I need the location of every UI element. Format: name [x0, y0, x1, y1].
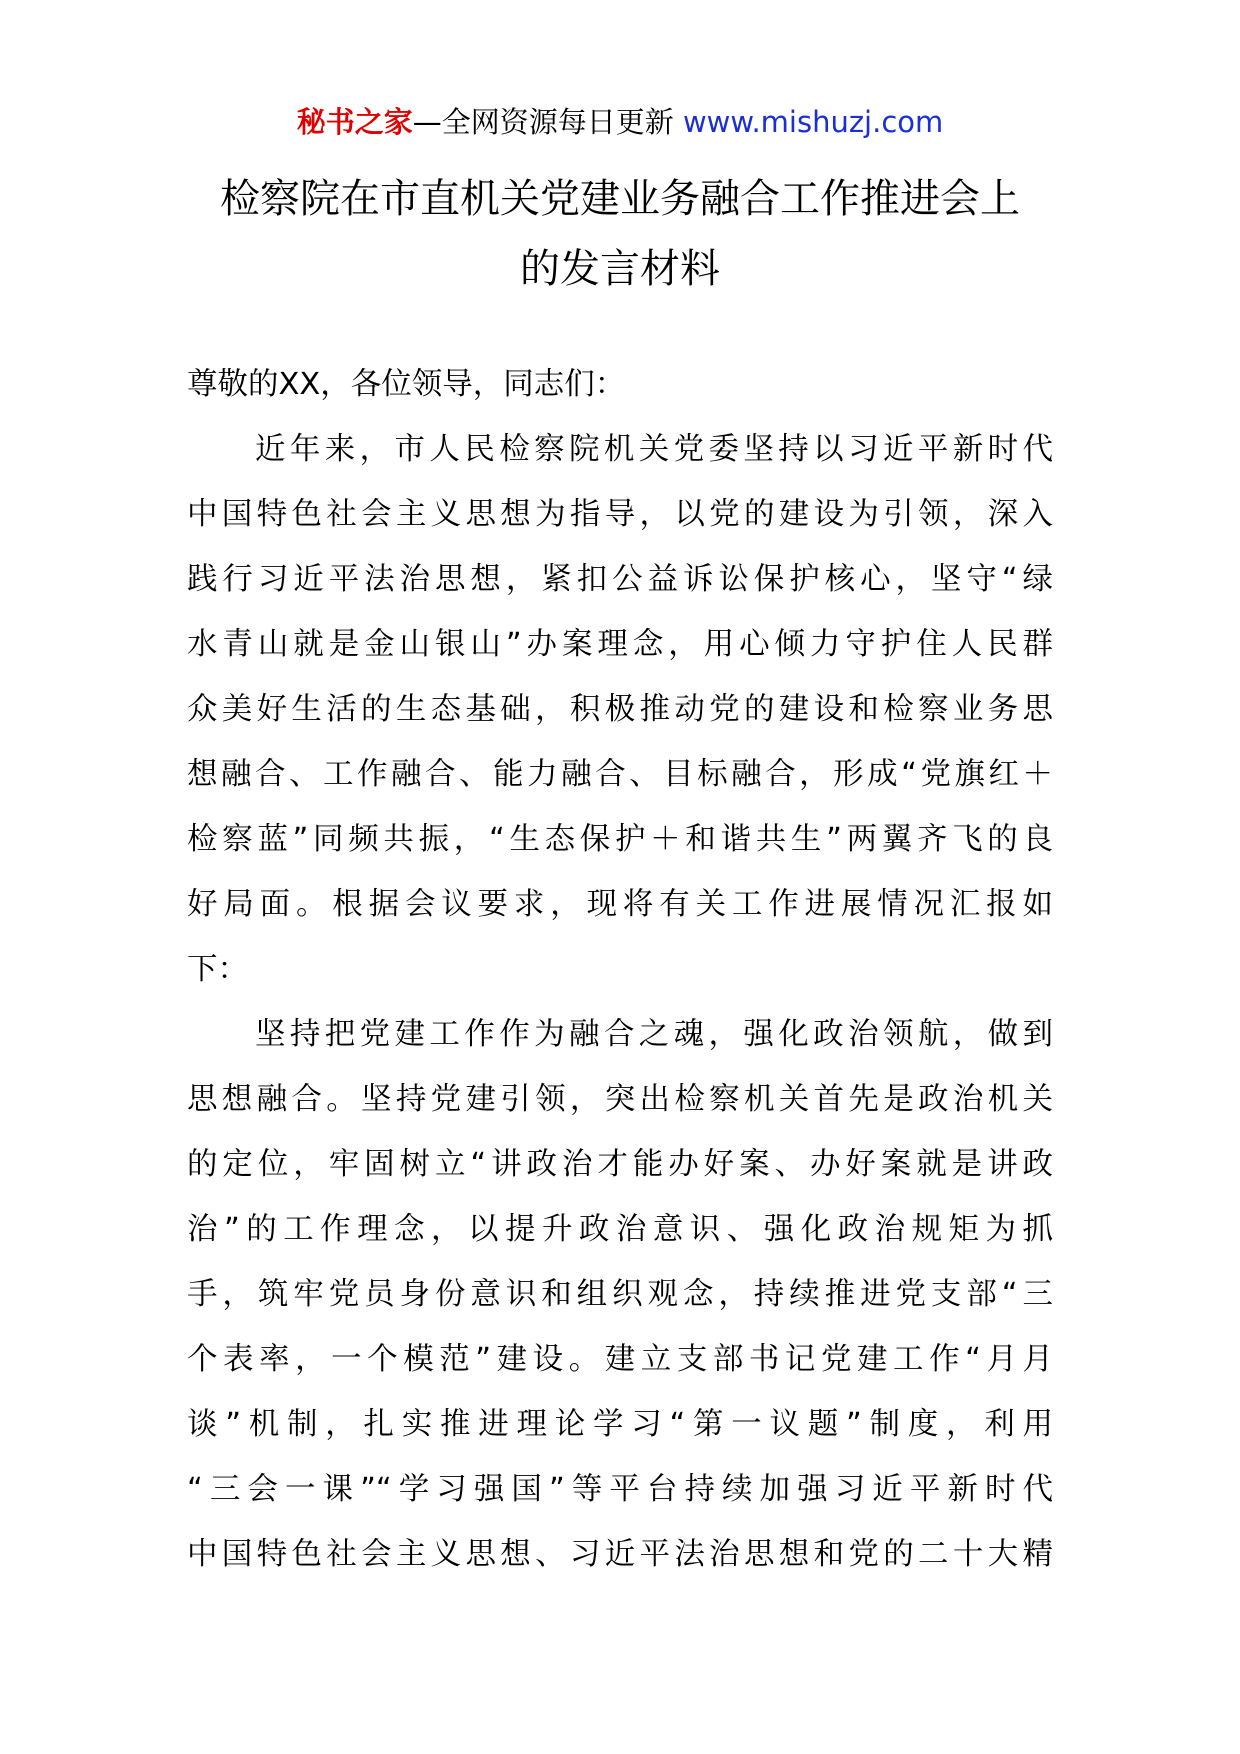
paragraph-1-line: 中国特色社会主义思想为指导，以党的建设为引领，深入 [187, 497, 1053, 532]
paragraph-2-line: 治”的工作理念，以提升政治意识、强化政治规矩为抓 [187, 1212, 1053, 1247]
paragraph-1-line: 众美好生活的生态基础，积极推动党的建设和检察业务思 [187, 692, 1053, 727]
paragraph-1-line: 下： [187, 952, 248, 987]
paragraph-2-line: 谈”机制，扎实推进理论学习“第一议题”制度，利用 [187, 1407, 1053, 1442]
site-name: 秘书之家 [296, 105, 413, 139]
paragraph-1-line: 践行习近平法治思想，紧扣公益诉讼保护核心，坚守“绿 [187, 562, 1053, 597]
paragraph-1-line: 想融合、工作融合、能力融合、目标融合，形成“党旗红＋ [187, 757, 1053, 792]
paragraph-2-line: 的定位，牢固树立“讲政治才能办好案、办好案就是讲政 [187, 1147, 1053, 1182]
document-title [150, 164, 1090, 304]
paragraph-1-line: 检察蓝”同频共振，“生态保护＋和谐共生”两翼齐飞的良 [187, 822, 1053, 857]
site-url-link[interactable]: www.mishuzj.com [682, 105, 944, 139]
paragraph-2-line: 手，筑牢党员身份意识和组织观念，持续推进党支部“三 [187, 1277, 1053, 1312]
paragraph-2-line: 坚持把党建工作作为融合之魂，强化政治领航，做到 [255, 1017, 1053, 1052]
paragraph-2-line: 中国特色社会主义思想、习近平法治思想和党的二十大精 [187, 1537, 1053, 1572]
paragraph-1-line: 水青山就是金山银山”办案理念，用心倾力守护住人民群 [187, 627, 1053, 662]
document-body [187, 352, 1053, 1587]
paragraph-2-line: 个表率，一个模范”建设。建立支部书记党建工作“月月 [187, 1342, 1053, 1377]
site-tagline: —全网资源每日更新 [412, 105, 674, 139]
paragraph-1-line: 近年来，市人民检察院机关党委坚持以习近平新时代 [255, 432, 1053, 467]
salutation: 尊敬的XX，各位领导，同志们： [187, 367, 626, 402]
site-banner [0, 100, 1240, 144]
paragraph-2-line: “三会一课”“学习强国”等平台持续加强习近平新时代 [187, 1472, 1053, 1507]
paragraph-2-line: 思想融合。坚持党建引领，突出检察机关首先是政治机关 [187, 1082, 1053, 1117]
paragraph-1-line: 好局面。根据会议要求，现将有关工作进展情况汇报如 [187, 887, 1053, 922]
title-line-2: 的发言材料 [520, 246, 720, 292]
title-line-1: 检察院在市直机关党建业务融合工作推进会上 [220, 176, 1020, 222]
